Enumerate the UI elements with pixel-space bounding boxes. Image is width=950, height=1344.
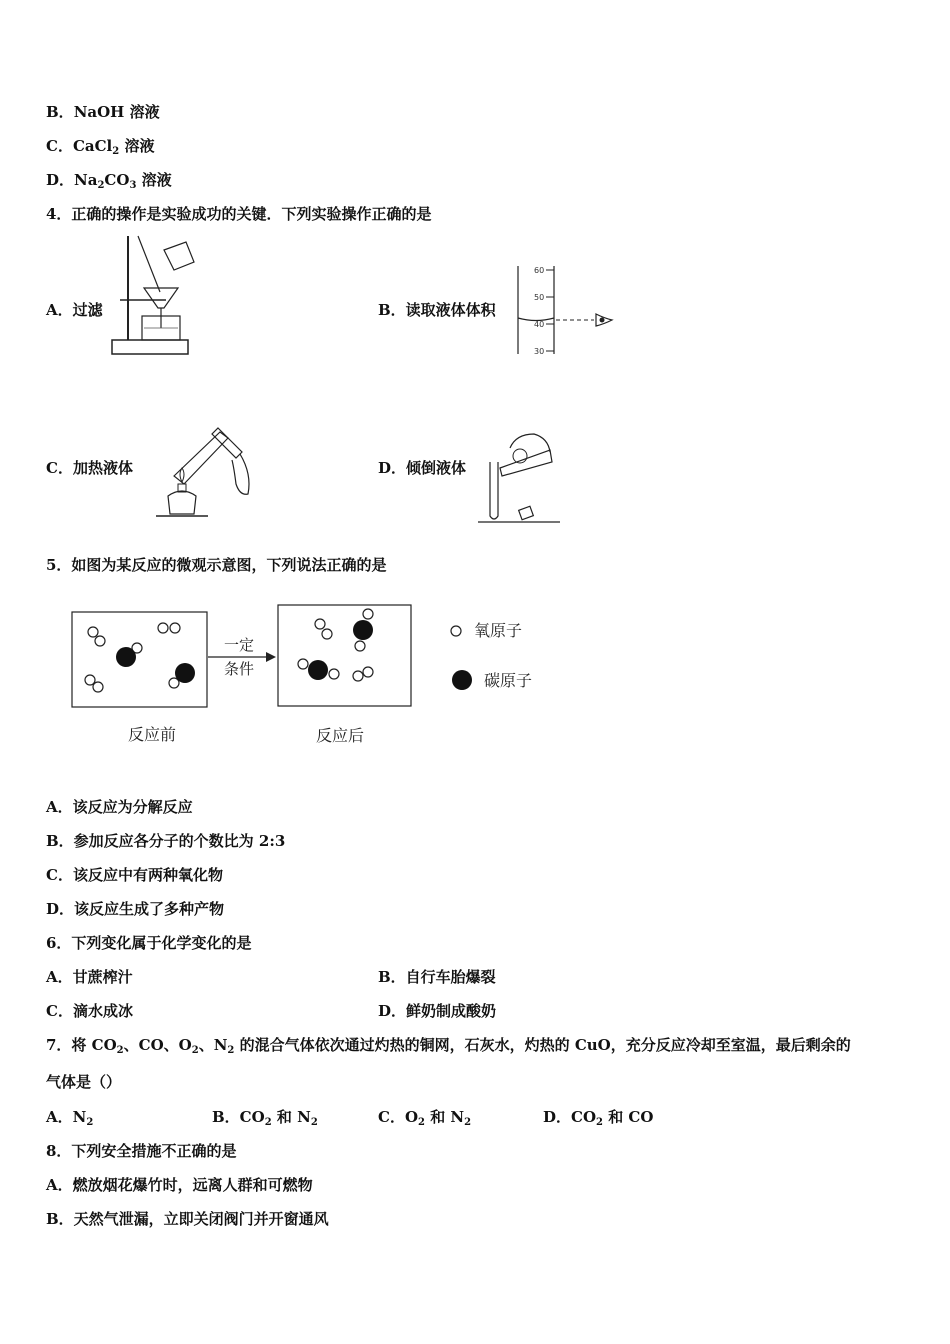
subscript: 2 <box>418 1117 425 1128</box>
after-label: 反应后 <box>316 726 365 745</box>
option-text: D．CO <box>543 1108 597 1126</box>
stem-text: 7．将 CO <box>46 1036 117 1054</box>
tick-label-30: 30 <box>534 347 545 356</box>
q8-stem: 8．下列安全措施不正确的是 <box>46 1142 237 1160</box>
arrow-label-top: 一定 <box>224 636 255 654</box>
q7-option-b <box>212 1107 318 1133</box>
subscript: 3 <box>129 180 137 191</box>
q3-option-c <box>46 136 154 162</box>
q5-option-c: C．该反应中有两种氧化物 <box>46 866 223 884</box>
subscript: 2 <box>86 1117 94 1128</box>
q6-stem: 6．下列变化属于化学变化的是 <box>46 934 252 952</box>
option-text: A．N <box>46 1108 87 1126</box>
q4-option-b: B．读取液体体积 <box>378 301 496 319</box>
subscript: 2 <box>227 1045 235 1056</box>
option-text: B．CO <box>212 1108 265 1126</box>
tick-label-60: 60 <box>534 266 545 275</box>
q4-option-d: D．倾倒液体 <box>378 459 467 477</box>
heating-liquid-figure <box>152 424 262 520</box>
option-label: B． <box>46 103 74 121</box>
q3-option-d <box>46 170 172 196</box>
option-label: C． <box>46 137 73 155</box>
q6-option-d: D．鲜奶制成酸奶 <box>378 1002 497 1020</box>
tick-label-40: 40 <box>534 320 545 329</box>
option-text: 和 N <box>271 1108 311 1126</box>
option-text: 溶液 <box>124 103 160 121</box>
q7-option-c <box>378 1107 471 1133</box>
subscript: 2 <box>464 1117 472 1128</box>
after-box <box>278 605 411 706</box>
q7-option-d <box>543 1107 653 1133</box>
q4-option-c: C．加热液体 <box>46 459 133 477</box>
q7-stem <box>46 1035 851 1061</box>
q4-stem: 4．正确的操作是实验成功的关键．下列实验操作正确的是 <box>46 205 432 223</box>
option-label: D． <box>46 171 75 189</box>
option-text: 溶液 <box>136 171 172 189</box>
carbon-atom <box>308 660 328 680</box>
pouring-liquid-figure <box>476 428 566 524</box>
option-text: 和 CO <box>602 1108 654 1126</box>
q6-option-b: B．自行车胎爆裂 <box>378 968 496 986</box>
legend-oxygen: 氧原子 <box>474 621 523 640</box>
stem-text: 、N <box>198 1036 228 1054</box>
option-text: 溶液 <box>119 137 155 155</box>
option-text: C．O <box>378 1108 419 1126</box>
subscript: 2 <box>116 1045 124 1056</box>
q8-option-b: B．天然气泄漏，立即关闭阀门并开窗通风 <box>46 1210 329 1228</box>
q4-option-a: A．过滤 <box>46 301 103 319</box>
subscript: 2 <box>97 180 105 191</box>
stem-text: 、CO、O <box>123 1036 192 1054</box>
before-box <box>72 612 207 707</box>
formula-text: Na <box>74 171 98 189</box>
subscript: 2 <box>112 146 120 157</box>
reaction-diagram <box>66 598 546 758</box>
subscript: 2 <box>310 1117 318 1128</box>
subscript: 2 <box>596 1117 603 1128</box>
before-label: 反应前 <box>128 725 177 744</box>
filtration-figure <box>108 232 198 360</box>
legend-carbon: 碳原子 <box>484 671 533 690</box>
carbon-atom <box>116 647 136 667</box>
q6-option-c: C．滴水成冰 <box>46 1002 133 1020</box>
carbon-legend-icon <box>452 670 472 690</box>
q3-option-b <box>46 102 160 122</box>
arrow-label-bottom: 条件 <box>224 660 255 678</box>
formula-text: CO <box>104 171 130 189</box>
formula-text: NaOH <box>73 103 125 121</box>
q5-option-d: D．该反应生成了多种产物 <box>46 900 225 918</box>
oxygen-legend-icon <box>451 626 461 636</box>
subscript: 2 <box>264 1117 272 1128</box>
q5-option-a: A．该反应为分解反应 <box>46 798 193 816</box>
option-text: 和 N <box>424 1108 465 1126</box>
carbon-atom <box>175 663 195 683</box>
formula-text: CaCl <box>72 137 113 155</box>
graduated-cylinder-figure <box>508 262 618 358</box>
q5-stem: 5．如图为某反应的微观示意图，下列说法正确的是 <box>46 556 387 574</box>
tick-label-50: 50 <box>534 293 545 302</box>
q8-option-a: A．燃放烟花爆竹时，远离人群和可燃物 <box>46 1176 313 1194</box>
q7-stem-line2: 气体是（） <box>46 1073 122 1091</box>
carbon-atom <box>353 620 373 640</box>
subscript: 2 <box>191 1045 199 1056</box>
stem-text: 的混合气体依次通过灼热的铜网，石灰水，灼热的 CuO，充分反应冷却至室温，最后剩余的 <box>234 1036 851 1054</box>
q7-option-a <box>46 1107 93 1133</box>
q6-option-a: A．甘蔗榨汁 <box>46 968 133 986</box>
q5-option-b: B．参加反应各分子的个数比为 2:3 <box>46 832 286 850</box>
